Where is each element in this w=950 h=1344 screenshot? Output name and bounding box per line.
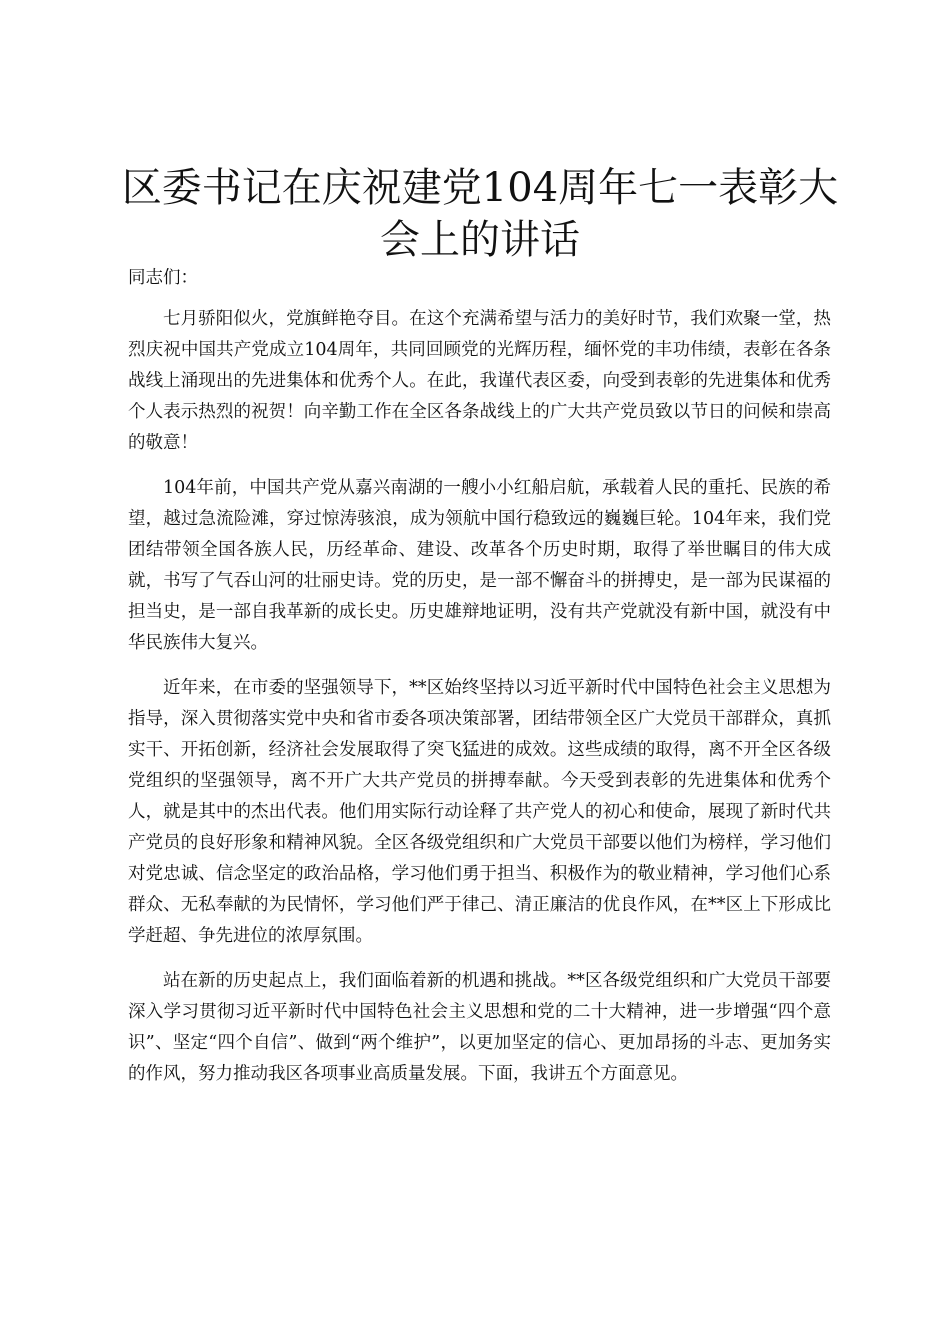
document-body <box>128 304 831 1104</box>
salutation: 同志们： <box>128 268 198 288</box>
document-title: 区委书记在庆祝建党104周年七一表彰大会上的讲话 <box>121 165 839 263</box>
paragraph-outlook: 站在新的历史起点上，我们面临着新的机遇和挑战。**区各级党组织和广大党员干部要深入学习贯彻习近平新时代中国特色社会主义思想和党的二十大精神，进一步增强“四个意识”、坚定“四个自信”、做到“两个维护”，以更加坚定的信心、更加昂扬的斗志、更加务实的作风，努力推动我区各项事业高质量发展。下面，我讲五个方面意见。 <box>128 971 831 1084</box>
paragraph-history: 104年前，中国共产党从嘉兴南湖的一艘小小红船启航，承载着人民的重托、民族的希望，越过急流险滩，穿过惊涛骇浪，成为领航中国行稳致远的巍巍巨轮。104年来，我们党团结带领全国各族人民，历经革命、建设、改革各个历史时期，取得了举世瞩目的伟大成就，书写了气吞山河的壮丽史诗。党的历史，是一部不懈奋斗的拼搏史，是一部为民谋福的担当史，是一部自我革新的成长史。历史雄辩地证明，没有共产党就没有新中国，就没有中华民族伟大复兴。 <box>128 478 831 653</box>
paragraph-achievements: 近年来，在市委的坚强领导下，**区始终坚持以习近平新时代中国特色社会主义思想为指导，深入贯彻落实党中央和省市委各项决策部署，团结带领全区广大党员干部群众，真抓实干、开拓创新，经济社会发展取得了突飞猛进的成效。这些成绩的取得，离不开全区各级党组织的坚强领导，离不开广大共产党员的拼搏奉献。今天受到表彰的先进集体和优秀个人，就是其中的杰出代表。他们用实际行动诠释了共产党人的初心和使命，展现了新时代共产党员的良好形象和精神风貌。全区各级党组织和广大党员干部要以他们为榜样，学习他们对党忠诚、信念坚定的政治品格，学习他们勇于担当、积极作为的敬业精神，学习他们心系群众、无私奉献的为民情怀，学习他们严于律己、清正廉洁的优良作风，在**区上下形成比学赶超、争先进位的浓厚氛围。 <box>128 678 831 946</box>
paragraph-opening: 七月骄阳似火，党旗鲜艳夺目。在这个充满希望与活力的美好时节，我们欢聚一堂，热烈庆祝中国共产党成立104周年，共同回顾党的光辉历程，缅怀党的丰功伟绩，表彰在各条战线上涌现出的先进集体和优秀个人。在此，我谨代表区委，向受到表彰的先进集体和优秀个人表示热烈的祝贺！向辛勤工作在全区各条战线上的广大共产党员致以节日的问候和崇高的敬意！ <box>128 309 831 453</box>
